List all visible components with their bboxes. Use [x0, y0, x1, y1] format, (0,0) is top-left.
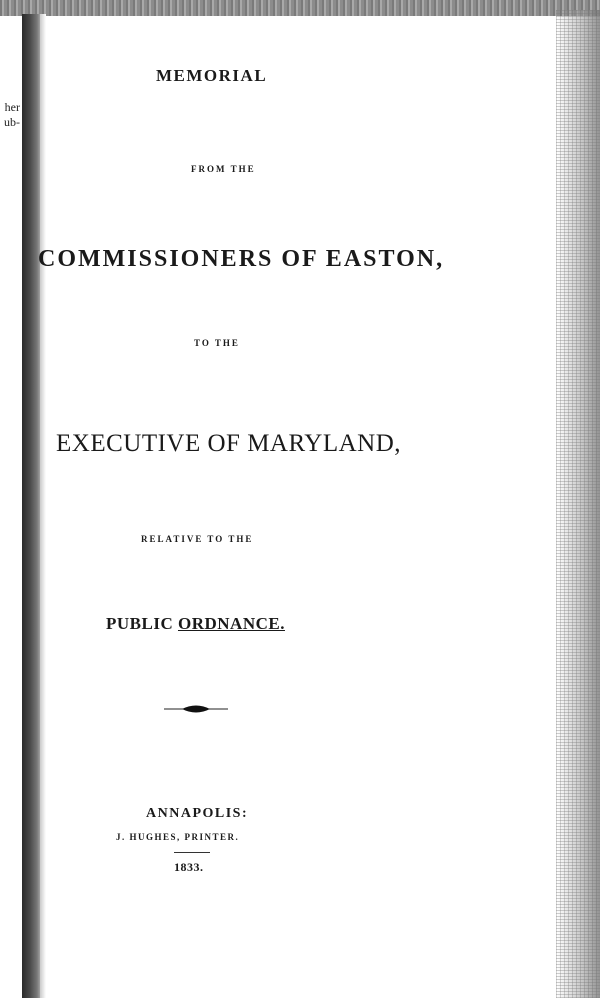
imprint-printer: J. HUGHES, PRINTER.	[116, 832, 240, 842]
to-the-line: TO THE	[194, 338, 240, 348]
facing-page-fragment	[0, 100, 20, 130]
public-word: PUBLIC	[106, 614, 174, 633]
memorial-heading: MEMORIAL	[156, 66, 268, 85]
printer-ornament-icon	[164, 702, 228, 716]
book-spine-shadow	[22, 14, 42, 998]
title-page	[38, 20, 556, 990]
scan-right-edge-noise	[556, 10, 600, 998]
fragment-line: ub-	[4, 115, 20, 129]
from-the-line: FROM THE	[191, 164, 256, 174]
fragment-line: her	[4, 100, 20, 114]
imprint-place: ANNAPOLIS:	[146, 806, 249, 821]
public-ordnance-heading	[106, 614, 285, 634]
relative-to-the-line: RELATIVE TO THE	[141, 534, 254, 544]
executive-heading: EXECUTIVE OF MARYLAND,	[56, 430, 402, 457]
ordnance-word: ORDNANCE.	[177, 614, 285, 633]
imprint-rule	[174, 852, 210, 853]
scan-top-edge	[0, 0, 600, 16]
commissioners-heading: COMMISSIONERS OF EASTON,	[38, 246, 445, 272]
imprint-year: 1833.	[174, 860, 204, 874]
